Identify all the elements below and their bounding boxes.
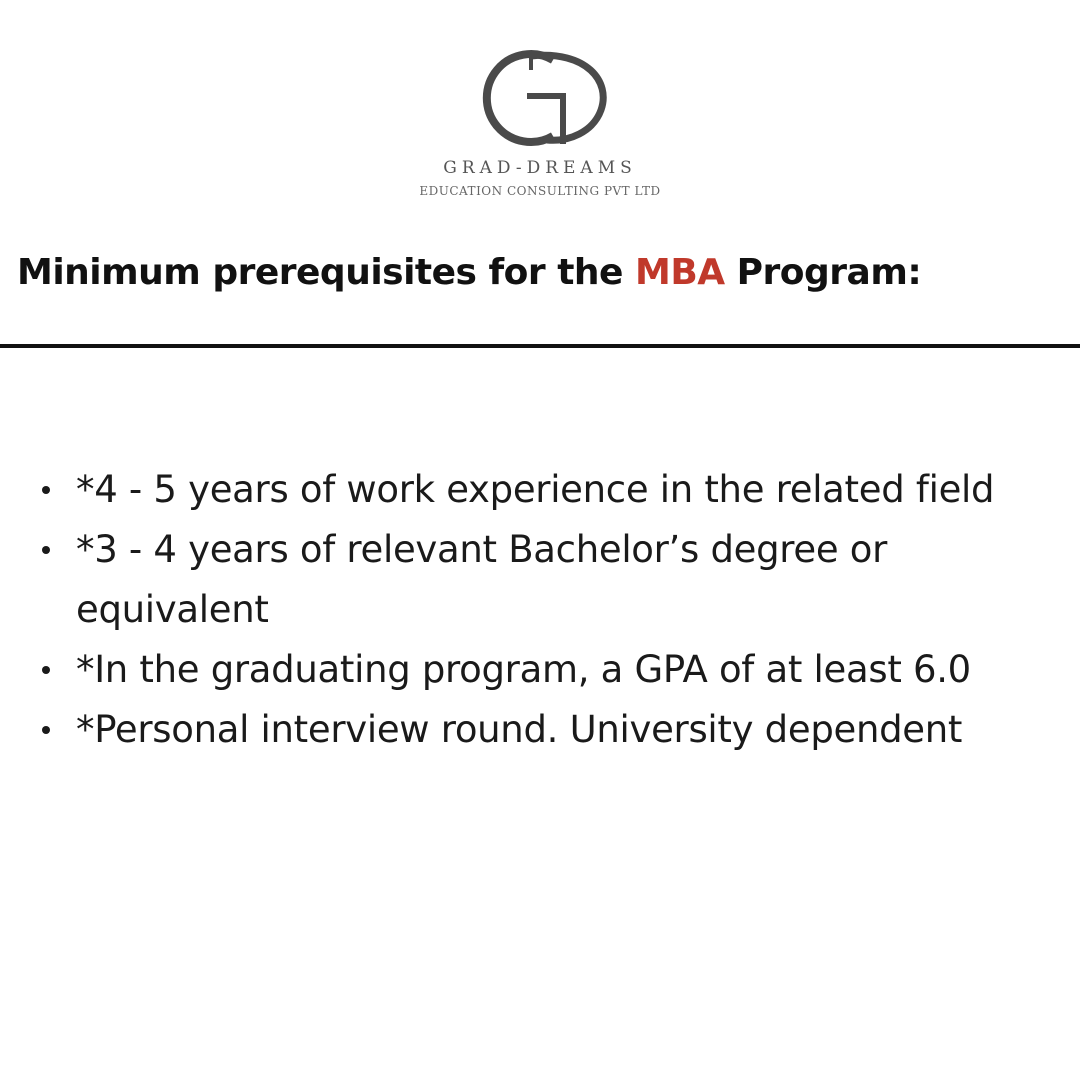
requirement-text: *3 - 4 years of relevant Bachelor’s degree or equivalent [76,528,888,631]
requirements-list [34,460,1064,760]
list-item [34,700,1064,760]
bullet-icon [42,666,50,674]
page-title [17,252,921,293]
requirement-text: *Personal interview round. University dependent [76,708,963,751]
brand-logo [0,40,1080,198]
list-item [34,520,1064,640]
gd-monogram-logo [465,40,615,150]
bullet-icon [42,546,50,554]
title-text-end: Program: [724,252,922,293]
brand-subtitle: EDUCATION CONSULTING PVT LTD [419,184,661,198]
title-text-start: Minimum prerequisites for the [17,252,635,293]
bullet-icon [42,726,50,734]
list-item [34,640,1064,700]
section-divider [0,344,1080,348]
list-item [34,460,1064,520]
requirement-text: *In the graduating program, a GPA of at least 6.0 [76,648,971,691]
requirement-text: *4 - 5 years of work experience in the related field [76,468,995,511]
bullet-icon [42,486,50,494]
title-accent-mba: MBA [635,252,725,293]
brand-name: GRAD-DREAMS [443,158,637,178]
